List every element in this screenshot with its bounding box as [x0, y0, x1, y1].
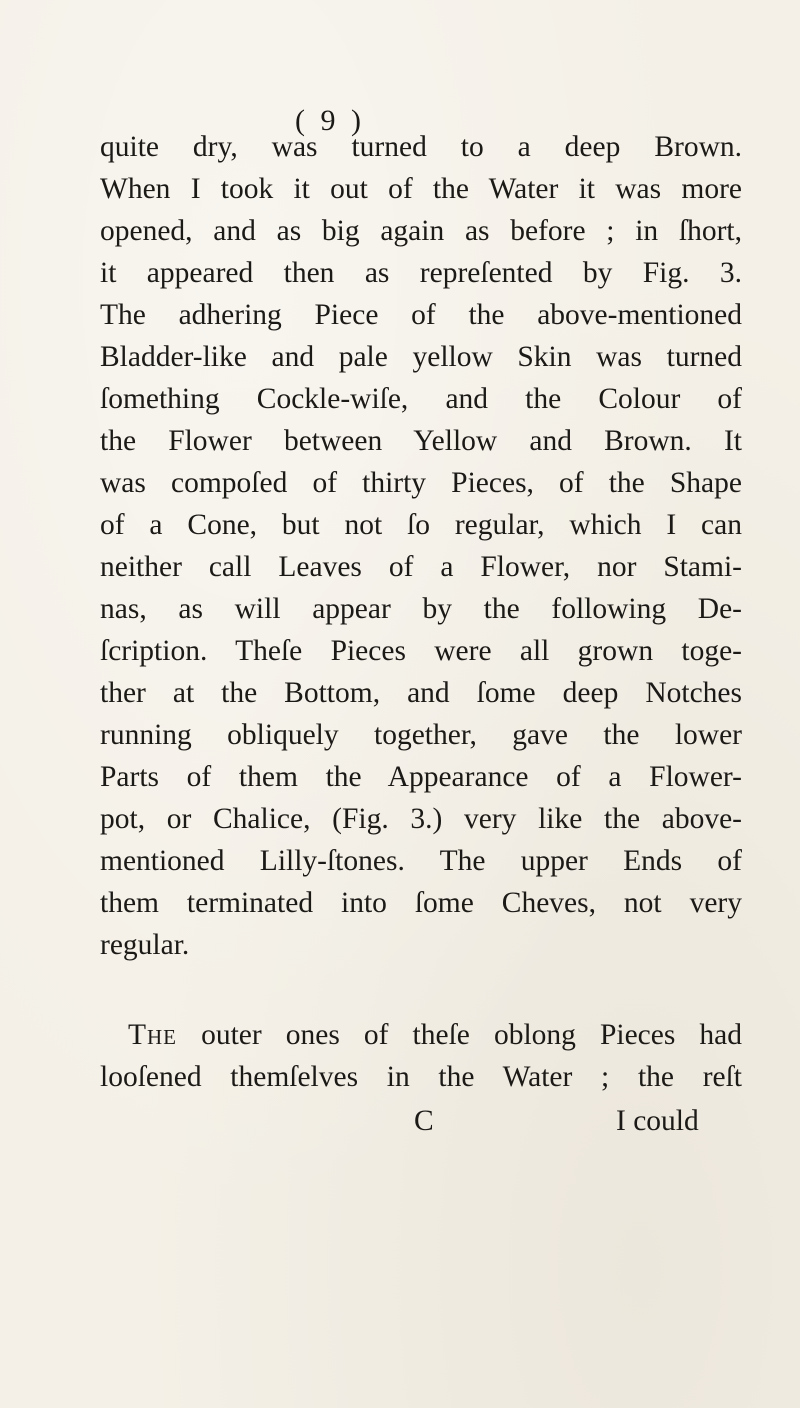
text-line: mentioned Lilly-ſtones. The upper Ends of [100, 845, 742, 877]
text-line: ſomething Cockle-wiſe, and the Colour of [100, 383, 742, 415]
signature-mark: C [414, 1105, 434, 1137]
text-line: When I took it out of the Water it was more [100, 173, 742, 205]
text-line: ther at the Bottom, and ſome deep Notches [100, 677, 742, 709]
text-line: The adhering Piece of the above-mentioned [100, 299, 742, 331]
footer-signature-line [0, 1100, 800, 1142]
text-line: neither call Leaves of a Flower, nor Stami- [100, 551, 742, 583]
page-number-header: ( 9 ) [295, 104, 365, 137]
catchword: I could [616, 1105, 699, 1137]
text-line: was compoſed of thirty Pieces, of the Shape [100, 467, 742, 499]
text-line: the Flower between Yellow and Brown. It [100, 425, 742, 457]
text-line: opened, and as big again as before ; in ſhort, [100, 215, 742, 247]
text-line: running obliquely together, gave the lower [100, 719, 742, 751]
text-line: looſened themſelves in the Water ; the reſt [100, 1061, 742, 1093]
text-line: quite dry, was turned to a deep Brown. [100, 131, 742, 163]
text-line: nas, as will appear by the following De- [100, 593, 742, 625]
text-line: regular. [100, 929, 190, 961]
paragraph-line-rest: outer ones of theſe oblong Pieces had [201, 1019, 743, 1051]
paragraph-opening-line [128, 1014, 742, 1056]
text-line: Parts of them the Appearance of a Flower- [100, 761, 742, 793]
text-line: pot, or Chalice, (Fig. 3.) very like the above- [100, 803, 742, 835]
text-line: Bladder-like and pale yellow Skin was turned [100, 341, 742, 373]
text-line: of a Cone, but not ſo regular, which I can [100, 509, 742, 541]
paragraph-first-word: The [128, 1019, 178, 1051]
text-line: them terminated into ſome Cheves, not very [100, 887, 742, 919]
text-line: ſcription. Theſe Pieces were all grown toge- [100, 635, 742, 667]
text-line: it appeared then as repreſented by Fig. 3. [100, 257, 742, 289]
